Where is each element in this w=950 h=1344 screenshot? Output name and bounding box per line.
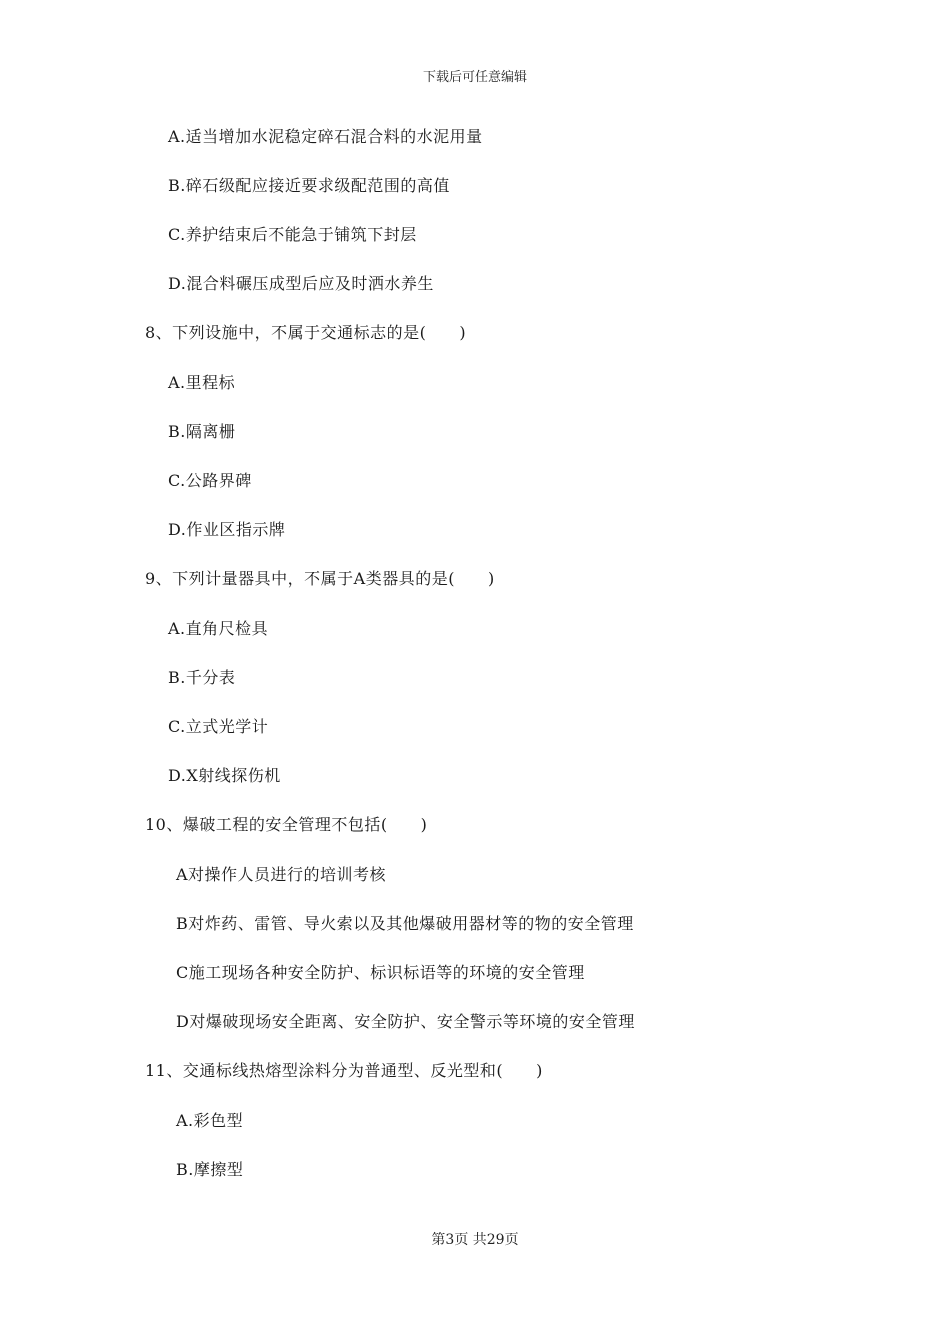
q9-option-d: D.X射线探伤机 (168, 766, 281, 785)
q9-option-b: B.千分表 (168, 668, 236, 687)
q7-option-a: A.适当增加水泥稳定碎石混合料的水泥用量 (168, 127, 483, 146)
q7-option-b: B.碎石级配应接近要求级配范围的高值 (168, 176, 450, 195)
q8-option-b: B.隔离栅 (168, 422, 236, 441)
page-header: 下载后可任意编辑 (422, 70, 527, 85)
q10-option-b: B对炸药、雷管、导火索以及其他爆破用器材等的物的安全管理 (176, 914, 634, 933)
q9-option-a: A.直角尺检具 (168, 619, 269, 638)
q11-option-a: A.彩色型 (176, 1111, 244, 1130)
q10-stem: 10、爆破工程的安全管理不包括( ) (145, 815, 428, 834)
q11-option-b: B.摩擦型 (176, 1160, 244, 1179)
q8-option-c: C.公路界碑 (168, 471, 252, 490)
q10-option-d: D对爆破现场安全距离、安全防护、安全警示等环境的安全管理 (176, 1012, 635, 1031)
q9-option-c: C.立式光学计 (168, 717, 269, 736)
q11-stem: 11、交通标线热熔型涂料分为普通型、反光型和( ) (145, 1061, 543, 1080)
page-footer: 第3页 共29页 (431, 1232, 519, 1248)
q8-option-d: D.作业区指示牌 (168, 520, 286, 539)
q8-option-a: A.里程标 (168, 373, 236, 392)
q10-option-a: A对操作人员进行的培训考核 (176, 865, 387, 884)
q10-option-c: C施工现场各种安全防护、标识标语等的环境的安全管理 (176, 963, 585, 982)
q7-option-c: C.养护结束后不能急于铺筑下封层 (168, 225, 417, 244)
q7-option-d: D.混合料碾压成型后应及时洒水养生 (168, 274, 434, 293)
q9-stem: 9、下列计量器具中，不属于A类器具的是( ) (145, 569, 495, 588)
q8-stem: 8、下列设施中，不属于交通标志的是( ) (145, 323, 467, 342)
